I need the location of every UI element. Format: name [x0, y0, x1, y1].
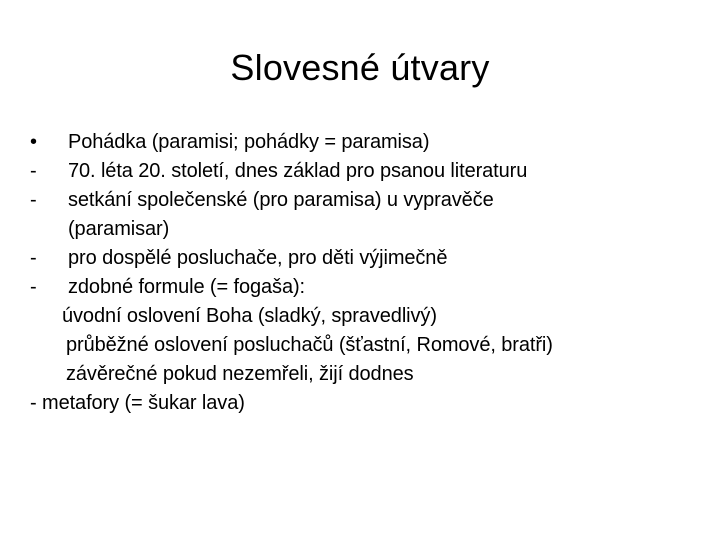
dash-marker: -: [30, 160, 37, 182]
slide-body: [30, 128, 700, 418]
dash-line: [30, 273, 700, 302]
bullet-text: Pohádka (paramisi; pohádky = paramisa): [68, 131, 430, 153]
bullet-line: [30, 128, 700, 157]
continued-line: [30, 215, 700, 244]
sub-line: [30, 360, 700, 389]
slide-title: Slovesné útvary: [230, 47, 490, 88]
dash-marker: -: [30, 276, 37, 298]
dash-line: [30, 157, 700, 186]
dash-text: setkání společenské (pro paramisa) u vypravěče: [68, 189, 494, 211]
sub-line: [30, 302, 700, 331]
sub-text: úvodní oslovení Boha (sladký, spravedlivý): [62, 305, 437, 327]
dash-line: [30, 186, 700, 215]
sub-text: závěrečné pokud nezemřeli, žijí dodnes: [66, 363, 414, 385]
plain-line: [30, 389, 700, 418]
dash-text: zdobné formule (= fogaša):: [68, 276, 305, 298]
continued-text: (paramisar): [68, 218, 170, 240]
sub-text: průběžné oslovení posluchačů (šťastní, Romové, bratři): [66, 334, 553, 356]
dash-line: [30, 244, 700, 273]
dash-text: 70. léta 20. století, dnes základ pro psanou literaturu: [68, 160, 528, 182]
dash-marker: -: [30, 189, 37, 211]
bullet-marker: •: [30, 131, 37, 153]
dash-text: pro dospělé posluchače, pro děti výjimečně: [68, 247, 448, 269]
sub-line: [30, 331, 700, 360]
plain-text: - metafory (= šukar lava): [30, 392, 245, 414]
dash-marker: -: [30, 247, 37, 269]
